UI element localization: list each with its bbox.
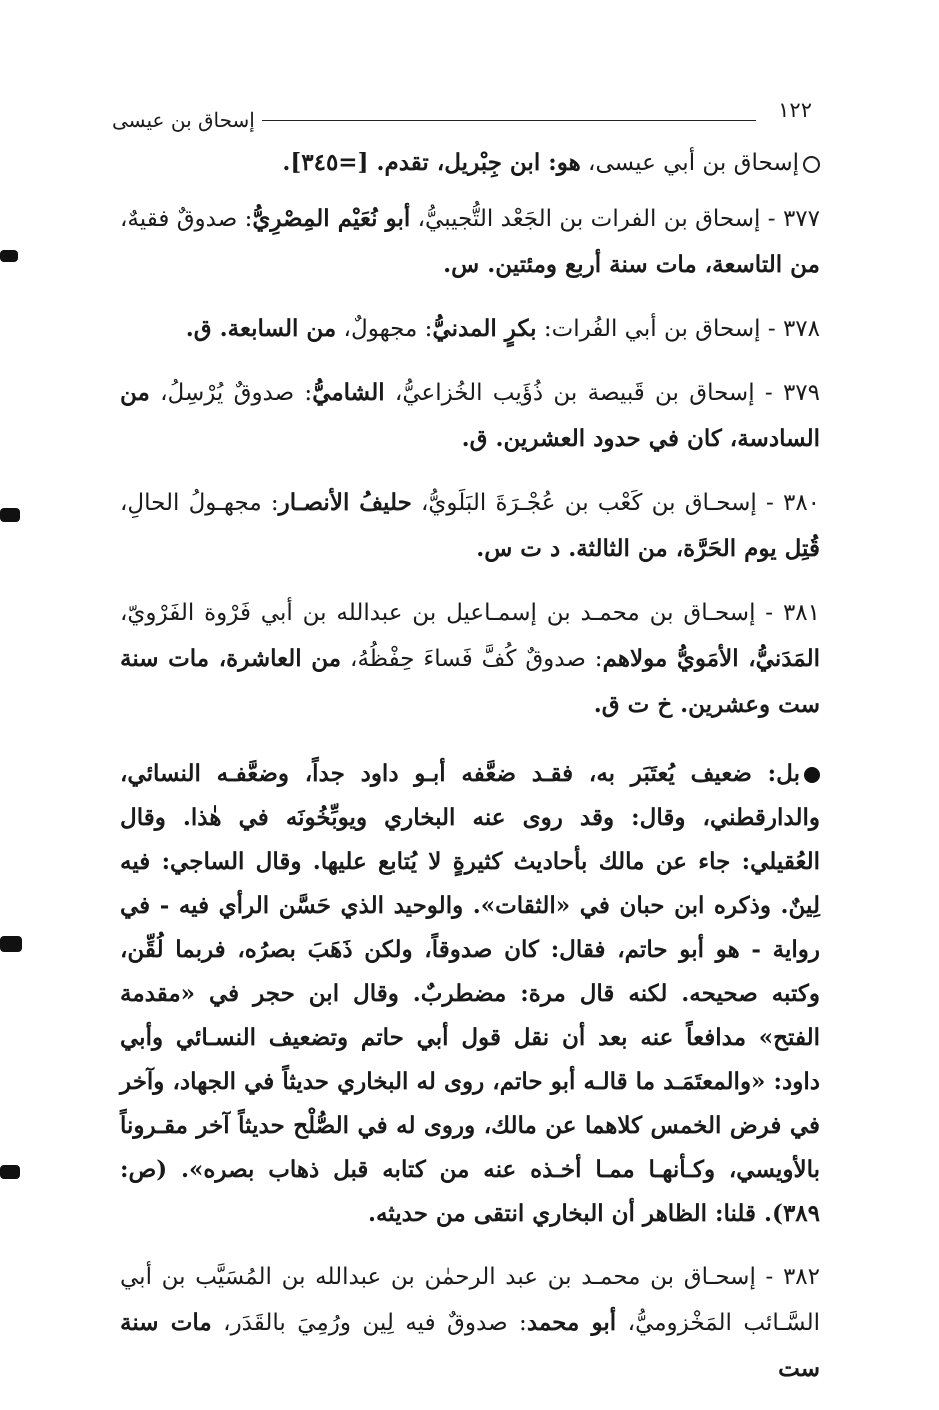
entry-grade: : صدوقٌ فيه لِين ورُمِيَ بالقَدَر، [211,1310,527,1336]
entry-number: ٣٧٨ [782,316,820,342]
entry-nisba: المَدَنيُّ، الأمَويُّ مولاهم [602,645,821,672]
entry-kunya: أبو محمد [526,1309,617,1336]
entry-nisba: الشاميُّ [312,379,385,406]
entry-affiliation: حليفُ الأنصـار [278,489,412,516]
biography-entry-382 [120,1254,820,1392]
entry-grade: : صدوقٌ فقيهٌ، [120,206,253,232]
header-rule [262,120,756,121]
editor-note [120,752,820,1236]
entry-name: - إسحـاق بن محمـد بن إسمـاعيل بن عبدالله بن أبي فَرْوة الفَرْويّ، [120,600,783,626]
entry-number: ٣٨٢ [782,1264,820,1290]
circle-icon [803,156,820,173]
entry-grade: : صدوقٌ يُرْسِلُ، [149,380,313,406]
biography-entry-378 [120,306,820,352]
page-number: ١٢٢ [778,98,812,122]
entry-details: من التاسعة، مات سنة أربع ومئتين. س. [443,251,820,278]
entry-grade: : صدوقٌ كُفَّ فَساءَ حِفْظُهُ، [341,646,603,672]
biography-entry-379 [120,370,820,462]
entry-details: قُتِل يوم الحَرَّة، من الثالثة. د ت س. [476,535,820,562]
biography-entry-381 [120,590,820,728]
entry-number: ٣٨٠ [782,490,821,516]
running-title: إسحاق بن عيسى [112,108,255,132]
note-text: فقـد ضعَّفه أبـو داود جداً، وضعَّفـه النسائي، والدارقطني، وقال: وقد روى عنه البخاري ويوبِّخُونَه في هٰذا. وقال العُقيلي: جاء عن مالك بأحاديث كثيرةٍ لا يُتابع عليها. وقال الساجي: فيه لِينٌ. وذكره ابن حبان في «الثقات». والوحيد الذي حَسَّن الرأي فيه - في رواية - هو أبو حاتم، فقال: كان صدوقاً، ولكن ذَهَبَ بصرُه، فربما لُقِّن، وكتبه صحيحه. لكنه قال مرة: مضطربٌ. وقال ابن حجر في «مقدمة الفتح» مدافعاً عنه بعد أن نقل قول أبي حاتم وتضعيف النسـائي وأبي داود: «والمعتَمَـد ما قالـه أبو حاتم، روى له البخاري حديثاً في الجهاد، وآخر في فرض الخمس كلاهما عن مالك، وروى له في الصُّلْح حديثاً آخر مقـروناً بالأويسي، وكـأنهـا ممـا أخـذه عنه من كتابه قبل ذهاب بصره». (ص: ٣٨٩). قلنا: الظاهر أن البخاري انتقى من حديثه. [120,760,820,1227]
cross-reference-entry [120,140,820,186]
entry-number: ٣٧٧ [782,206,821,232]
entry-number: ٣٨١ [782,600,820,626]
entry-bold-text: هو: ابن جِبْريل، تقدم. [=٣٤٥]. [282,149,581,176]
scan-artifact-mark [0,1165,20,1179]
entry-details: مات سنة ست [120,1309,820,1382]
entry-plain-text: إسحاق بن أبي عيسى، [580,150,799,176]
biography-entry-380 [120,480,820,572]
entry-details: من السابعة. ق. [185,315,337,342]
entry-kunya: بكرٍ المدنيُّ [432,315,537,342]
entry-number: ٣٧٩ [782,380,820,406]
page-body [120,140,820,1410]
page-header [112,96,812,132]
biography-entry-377 [120,196,820,288]
entry-kunya: أبو نُعَيْم المِصْرِيُّ [252,205,411,232]
entry-details: من السادسة، كان في حدود العشرين. ق. [120,379,820,452]
scan-artifact-mark [0,936,22,952]
entry-name: - إسحـاق بن كَعْب بن عُجْـرَةَ البَلَويُّ، [411,490,783,516]
entry-name: - إسحاق بن الفرات بن الجَعْد التُّجيبيُّ، [410,206,783,232]
scan-artifact-mark [0,250,18,262]
entry-name: - إسحاق بن أبي الفُرات: [536,316,783,342]
scan-artifact-mark [0,508,20,522]
entry-details: من العاشرة، مات سنة ست وعشرين. خ ت ق. [120,645,820,718]
entry-grade: : مجهولٌ، [336,316,433,342]
entry-name: - إسحاق بن قَبيصة بن ذُؤَيب الخُزاعيُّ، [384,380,783,406]
entry-name: - إسحـاق بن محمـد بن عبد الرحمٰن بن عبدالله بن المُسَيَّب بن أبي السَّـائب المَخْزوميُّ، [120,1264,821,1336]
bullet-icon [804,767,820,783]
note-lead: بل: ضعيف يُعتَبَر به، [573,760,800,787]
entry-grade: : مجهـولُ الحالِ، [120,490,279,516]
